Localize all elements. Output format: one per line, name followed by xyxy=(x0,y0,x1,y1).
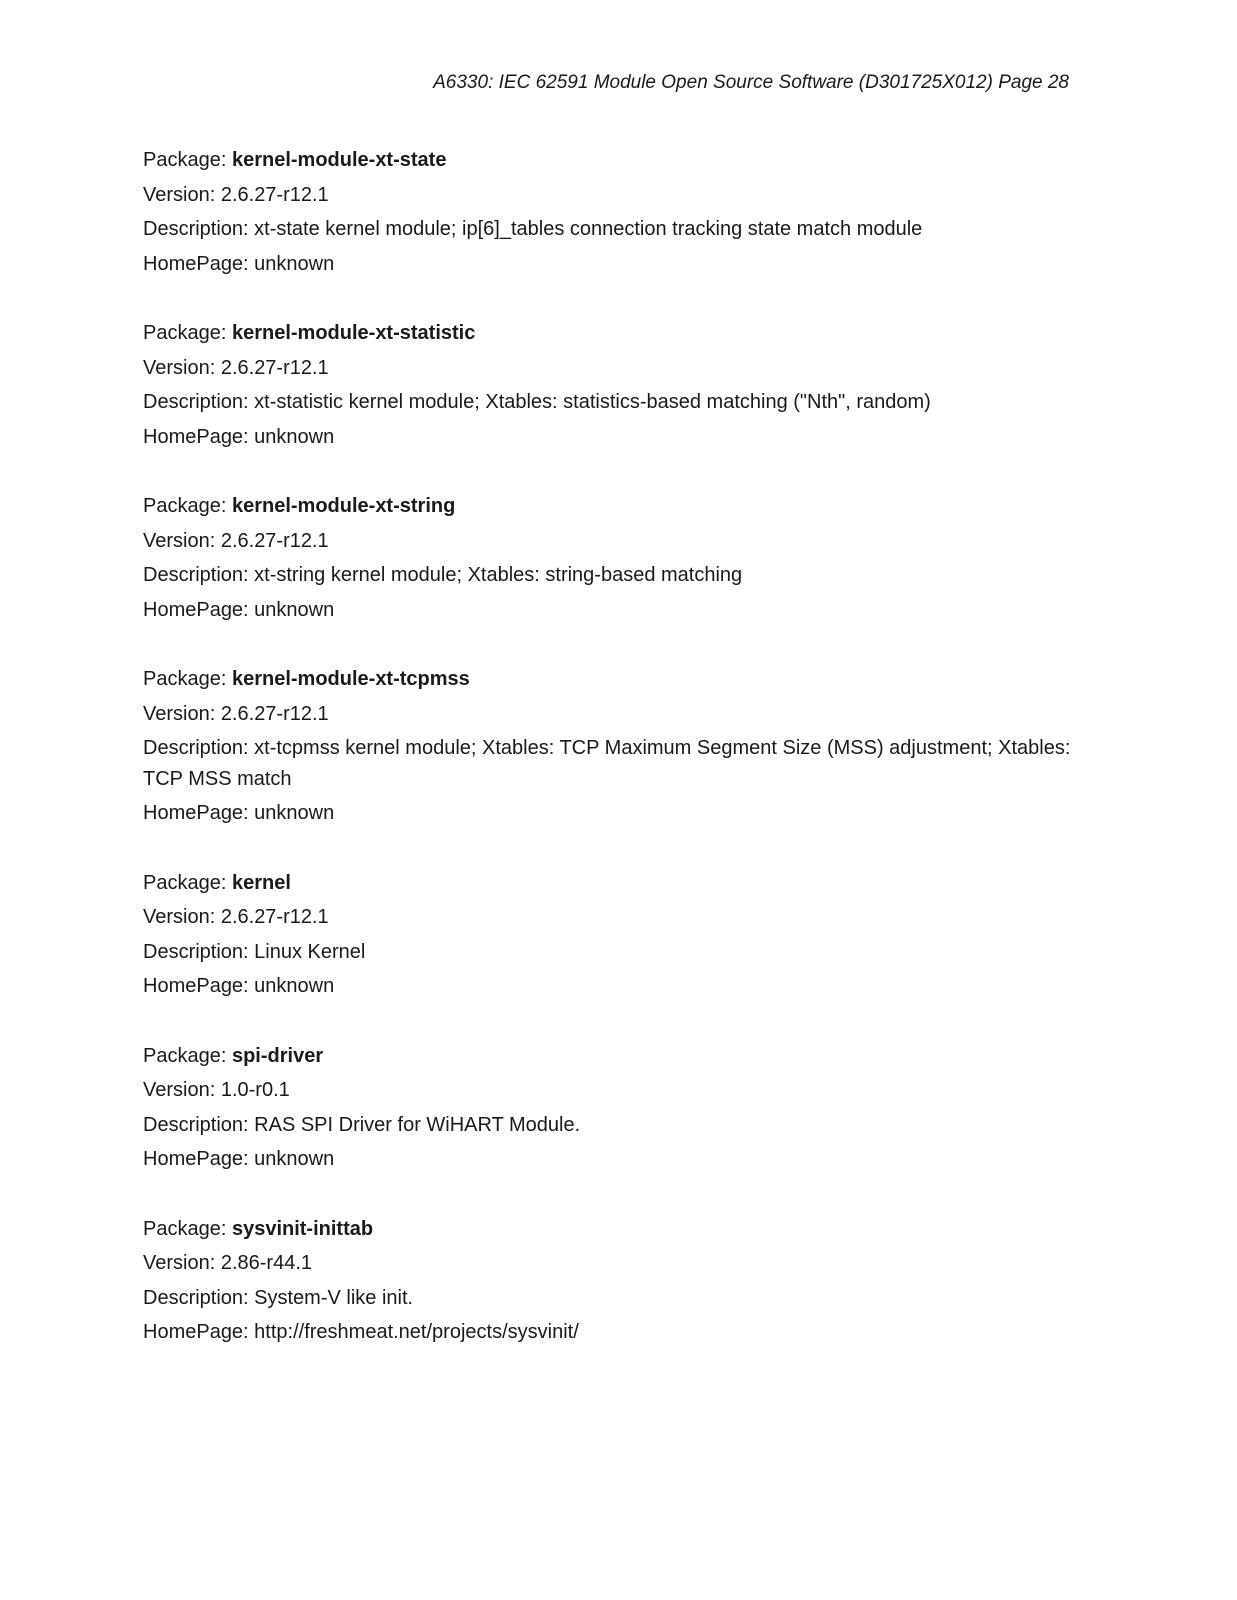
description-line xyxy=(143,558,1083,593)
package-name: kernel xyxy=(231,871,291,894)
homepage-value: unknown xyxy=(254,425,335,448)
version-label: Version: xyxy=(143,702,221,725)
homepage-label: HomePage: xyxy=(143,425,255,448)
homepage-line xyxy=(143,796,1083,831)
version-line xyxy=(143,1073,1083,1108)
homepage-line xyxy=(143,1315,1083,1350)
package-label: Package: xyxy=(143,871,232,894)
package-label: Package: xyxy=(143,668,232,690)
package-entry xyxy=(143,316,1083,454)
homepage-line xyxy=(143,969,1083,1004)
package-name: kernel-module-xt-statistic xyxy=(231,322,476,344)
version-label: Version: xyxy=(143,906,221,928)
homepage-line xyxy=(143,420,1083,455)
description-label: Description: xyxy=(143,391,255,413)
description-line xyxy=(143,212,1083,247)
package-label: Package: xyxy=(143,1044,232,1067)
description-line xyxy=(143,935,1083,970)
package-entry xyxy=(143,866,1083,1004)
package-entry xyxy=(143,662,1083,831)
homepage-value: unknown xyxy=(254,975,335,997)
package-label: Package: xyxy=(143,1217,232,1240)
package-list xyxy=(143,143,1083,1385)
homepage-label: HomePage: xyxy=(143,1148,255,1170)
description-label: Description: xyxy=(143,940,255,963)
version-line xyxy=(143,1246,1083,1281)
version-label: Version: xyxy=(143,529,221,552)
package-line xyxy=(143,662,1083,697)
package-line xyxy=(143,489,1083,524)
homepage-label: HomePage: xyxy=(143,802,255,824)
package-line xyxy=(143,316,1083,351)
homepage-value: http://freshmeat.net/projects/sysvinit/ xyxy=(254,1321,579,1343)
package-line xyxy=(143,1212,1083,1247)
version-value: 2.6.27-r12.1 xyxy=(220,529,329,552)
description-line xyxy=(143,385,1083,420)
package-entry xyxy=(143,143,1083,281)
package-line xyxy=(143,143,1083,178)
description-label: Description: xyxy=(143,1286,255,1309)
description-label: Description: xyxy=(143,218,255,240)
version-value: 2.6.27-r12.1 xyxy=(220,356,329,379)
version-value: 2.6.27-r12.1 xyxy=(220,702,329,725)
homepage-line xyxy=(143,593,1083,628)
version-line xyxy=(143,900,1083,935)
homepage-value: unknown xyxy=(254,598,335,621)
homepage-label: HomePage: xyxy=(143,598,255,621)
homepage-value: unknown xyxy=(254,1148,335,1170)
version-label: Version: xyxy=(143,1079,221,1101)
homepage-label: HomePage: xyxy=(143,252,255,275)
description-line xyxy=(143,731,1083,796)
version-line xyxy=(143,697,1083,732)
package-line xyxy=(143,866,1083,901)
homepage-value: unknown xyxy=(254,802,335,824)
package-name: kernel-module-xt-state xyxy=(231,149,447,171)
package-name: kernel-module-xt-string xyxy=(231,495,456,517)
package-name: spi-driver xyxy=(231,1044,324,1067)
homepage-label: HomePage: xyxy=(143,1321,255,1343)
page-header: A6330: IEC 62591 Module Open Source Software (D301725X012) Page 28 xyxy=(433,72,1069,93)
description-value: xt-statistic kernel module; Xtables: statistics-based matching ("Nth", random) xyxy=(254,391,931,413)
version-line xyxy=(143,351,1083,386)
version-value: 1.0-r0.1 xyxy=(220,1079,290,1101)
description-value: xt-state kernel module; ip[6]_tables connection tracking state match module xyxy=(254,218,923,240)
version-value: 2.6.27-r12.1 xyxy=(220,906,329,928)
description-value: System-V like init. xyxy=(254,1286,414,1309)
package-entry xyxy=(143,1212,1083,1350)
package-name: kernel-module-xt-tcpmss xyxy=(231,668,470,690)
version-line xyxy=(143,524,1083,559)
description-value: RAS SPI Driver for WiHART Module. xyxy=(254,1113,581,1136)
homepage-value: unknown xyxy=(254,252,335,275)
homepage-label: HomePage: xyxy=(143,975,255,997)
version-label: Version: xyxy=(143,356,221,379)
description-value: xt-tcpmss kernel module; Xtables: TCP Maximum Segment Size (MSS) adjustment; Xtables: TCP MSS match xyxy=(143,737,1071,790)
version-value: 2.86-r44.1 xyxy=(220,1252,312,1274)
package-label: Package: xyxy=(143,495,232,517)
package-label: Package: xyxy=(143,149,232,171)
version-value: 2.6.27-r12.1 xyxy=(220,183,329,206)
description-label: Description: xyxy=(143,564,255,586)
homepage-line xyxy=(143,1142,1083,1177)
version-label: Version: xyxy=(143,183,221,206)
homepage-line xyxy=(143,247,1083,282)
package-label: Package: xyxy=(143,322,232,344)
package-name: sysvinit-inittab xyxy=(231,1217,374,1240)
description-label: Description: xyxy=(143,737,255,759)
version-label: Version: xyxy=(143,1252,221,1274)
description-line xyxy=(143,1281,1083,1316)
description-value: Linux Kernel xyxy=(254,940,366,963)
package-line xyxy=(143,1039,1083,1074)
description-label: Description: xyxy=(143,1113,255,1136)
package-entry xyxy=(143,489,1083,627)
description-value: xt-string kernel module; Xtables: string-based matching xyxy=(254,564,743,586)
package-entry xyxy=(143,1039,1083,1177)
description-line xyxy=(143,1108,1083,1143)
version-line xyxy=(143,178,1083,213)
